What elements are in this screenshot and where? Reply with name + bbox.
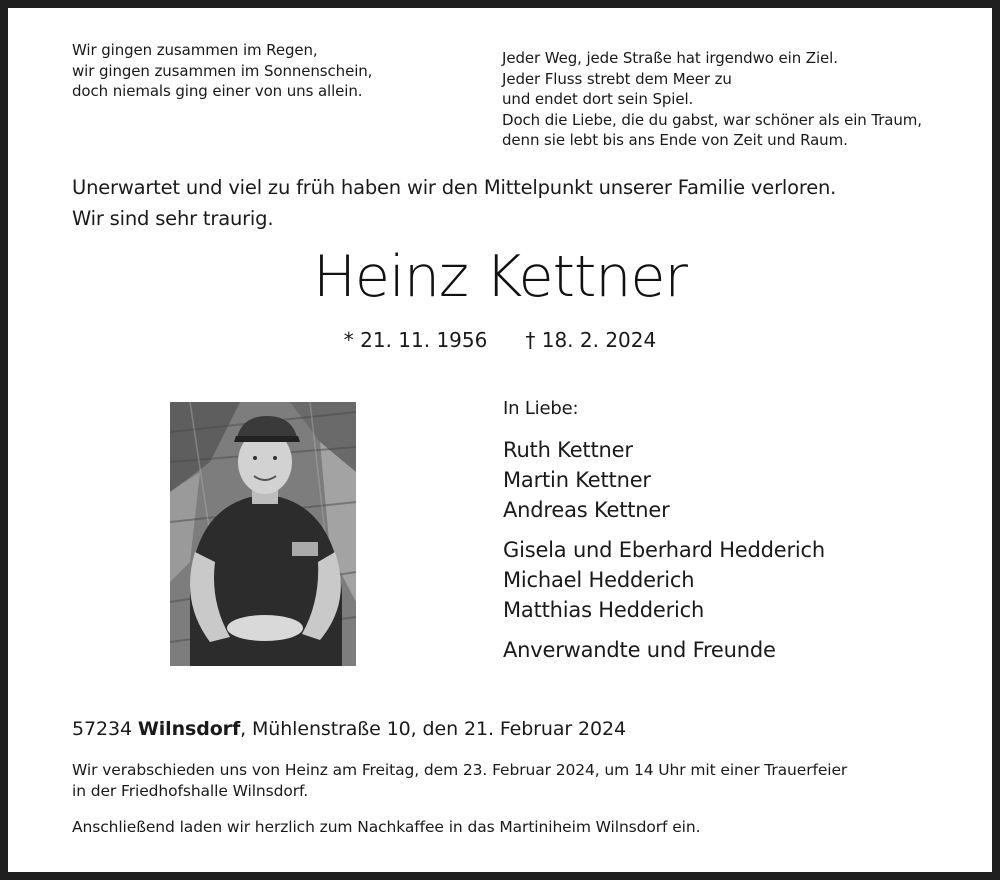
intro-line: Unerwartet und viel zu früh haben wir den Mittelpunkt unserer Familie verloren. (72, 176, 837, 199)
intro-text (72, 172, 836, 234)
notice-line: in der Friedhofshalle Wilnsdorf. (72, 782, 309, 800)
place-date-line (72, 718, 626, 740)
poem-right-line: Jeder Weg, jede Straße hat irgendwo ein Ziel. (502, 49, 838, 67)
mourner-name: Ruth Kettner (503, 438, 633, 462)
poem-left-line: wir gingen zusammen im Sonnenschein, (72, 61, 373, 80)
deceased-name: Heinz Kettner (313, 244, 687, 310)
notice-line: Wir verabschieden uns von Heinz am Freitag, dem 23. Februar 2024, um 14 Uhr mit einer Trauerfeier (72, 761, 848, 779)
poem-right-line: Doch die Liebe, die du gabst, war schöner als ein Traum, (502, 110, 922, 129)
mourner-group-relatives (503, 535, 825, 625)
mourner-group-family (503, 435, 825, 525)
portrait-photo (170, 402, 356, 666)
coffee-notice: Anschließend laden wir herzlich zum Nachkaffee in das Martiniheim Wilnsdorf ein. (72, 818, 701, 836)
life-dates (0, 328, 1000, 352)
death-date: † 18. 2. 2024 (525, 328, 657, 352)
mourner-name: Andreas Kettner (503, 498, 670, 522)
mourners-label: In Liebe: (503, 398, 579, 419)
poem-right-line: denn sie lebt bis ans Ende von Zeit und Raum. (502, 131, 848, 149)
poem-right-line: und endet dort sein Spiel. (502, 90, 694, 108)
intro-line: Wir sind sehr traurig. (72, 207, 274, 230)
mourner-name: Gisela und Eberhard Hedderich (503, 538, 826, 562)
poem-right-line: Jeder Fluss strebt dem Meer zu (502, 69, 732, 88)
mourner-name: Martin Kettner (503, 468, 651, 492)
poem-right (502, 48, 922, 151)
mourner-name: Michael Hedderich (503, 568, 695, 592)
portrait-illustration (170, 402, 356, 666)
zip-code: 57234 (72, 718, 132, 740)
poem-left (72, 40, 372, 102)
poem-left-line: Wir gingen zusammen im Regen, (72, 41, 318, 59)
poem-left-line: doch niemals ging einer von uns allein. (72, 82, 363, 100)
mourner-name: Matthias Hedderich (503, 598, 705, 622)
birth-date: * 21. 11. 1956 (343, 328, 488, 352)
mourner-extra: Anverwandte und Freunde (503, 638, 776, 662)
mourners-list (503, 398, 825, 665)
town-name: Wilnsdorf (137, 718, 241, 740)
address-date: , Mühlenstraße 10, den 21. Februar 2024 (240, 718, 626, 740)
funeral-notice (72, 760, 847, 802)
